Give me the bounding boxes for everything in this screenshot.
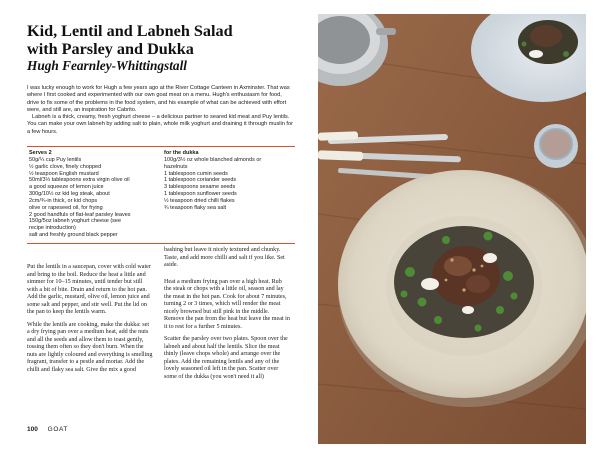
ingredient-line: 300g/10½ oz kid leg steak, about: [29, 191, 110, 198]
ingredient-line: 1 tablespoon sunflower seeds: [164, 191, 237, 198]
ingredient-line: olive or rapeseed oil, for frying: [29, 204, 103, 211]
ingredient-line: ½ teaspoon English mustard: [29, 170, 99, 177]
intro-text: [27, 85, 295, 136]
ingredient-line: 1 tablespoon cumin seeds: [164, 170, 228, 177]
title-line-1: Kid, Lentil and Labneh Salad: [27, 22, 233, 40]
intro-paragraph: Labneh is a thick, creamy, fresh yoghurt cheese – a delicious partner to seared kid meat and Puy lentils. You can make your own labneh by adding salt to plain, whole milk yoghurt and draining it through muslin for a few hours.: [27, 114, 293, 135]
ingredient-line: 3 tablespoons sesame seeds: [164, 184, 236, 191]
ingredient-line: 50ml/3⅓ tablespoons extra virgin olive oil: [29, 177, 130, 184]
ingredient-line: 50g/¼ cup Puy lentils: [29, 156, 82, 163]
title-line-2: with Parsley and Dukka: [27, 40, 194, 58]
page-footer: [27, 426, 68, 433]
ingredients-dukka: [164, 150, 294, 212]
ingredient-line: ½ teaspoon dried chilli flakes: [164, 197, 235, 204]
method-paragraph: Scatter the parsley over two plates. Spoon over the labneh and about half the lentils. Slice the meat thinly (leave chops whole) and arrange over the plates. Add the remaining lentils and any of the lovely seasoned oil left in the pan. Scatter over some of the dukka (you won't need it all): [164, 336, 288, 380]
ingredient-line: 1 tablespoon coriander seeds: [164, 177, 237, 184]
method-paragraph: Heat a medium frying pan over a high heat. Rub the steak or chops with a little oil, season and lay the meat in the hot pan. Cook for about 7 minutes, turning 2 or 3 times, which will render the meat nicely browned but still pink in the middle. Remove the pan from the heat but leave the meat in it to rest for a further 5 minutes.: [164, 278, 290, 330]
method-column-2: [164, 247, 290, 386]
method-paragraph: While the lentils are cooking, make the dukka: set a dry frying pan over a medium heat, add the nuts and all the seeds and allow them to toast gently, tossing them often so they don't burn. When the nuts are lightly coloured and everything is smelling fragrant, transfer to a pestle and mortar. Add the chilli and flaky sea salt. Give the mix a good: [27, 321, 153, 373]
dukka-heading: for the dukka: [164, 150, 199, 156]
salad: [394, 226, 534, 338]
section-name: GOAT: [47, 426, 69, 433]
dish-photo: [318, 14, 586, 444]
ingredient-line: 100g/3½ oz whole blanched almonds or: [164, 156, 262, 163]
ingredient-line: 150g/5oz labneh yoghurt cheese (see: [29, 218, 122, 225]
recipe-author: Hugh Fearnley-Whittingstall: [27, 58, 187, 73]
ingredient-line: ¾ teaspoon flaky sea salt: [164, 204, 227, 211]
method-paragraph: Put the lentils in a saucepan, cover with cold water and bring to the boil. Reduce the heat a little and simmer for 10–15 minutes, until tender but still with a bit of bite. Drain and return to the hot pan. Add the garlic, mustard, olive oil, lemon juice and some salt and pepper, and stir well. Put the lid on the pan to keep the lentils warm.: [27, 264, 151, 315]
recipe-title: [27, 22, 307, 58]
method-column-1: [27, 247, 153, 379]
dish-photo-illustration: [318, 14, 586, 444]
ingredients-box: [27, 146, 295, 244]
serves-heading: Serves 2: [29, 150, 52, 156]
ingredient-line: a good squeeze of lemon juice: [29, 184, 104, 191]
intro-paragraph: I was lucky enough to work for Hugh a few years ago at the River Cottage Canteen in Axminster. That was where I first cooked and experimented with our own goat meat on a menu. Hugh's enthusiasm for food, drive to fix some of the problems in the food system, and his example of what can be achieved with effort were, and still are, an inspiration for Cabrito.: [27, 85, 290, 113]
method-paragraph: bashing but leave it nicely textured and chunky. Taste, and add more chilli and salt if you like. Set aside.: [164, 247, 285, 268]
ingredient-line: recipe introduction): [29, 225, 76, 232]
ingredient-line: 2 good handfuls of flat-leaf parsley leaves: [29, 211, 131, 218]
ingredient-line: ½ garlic clove, finely chopped: [29, 163, 102, 170]
ingredient-line: salt and freshly ground black pepper: [29, 232, 118, 239]
salt-bowl: [534, 124, 578, 168]
ingredient-line: hazelnuts: [164, 163, 188, 170]
ingredients-main: [29, 150, 155, 239]
page-number: 100: [27, 426, 38, 433]
ingredient-line: 2cm/¾-in thick, or kid chops: [29, 197, 98, 204]
